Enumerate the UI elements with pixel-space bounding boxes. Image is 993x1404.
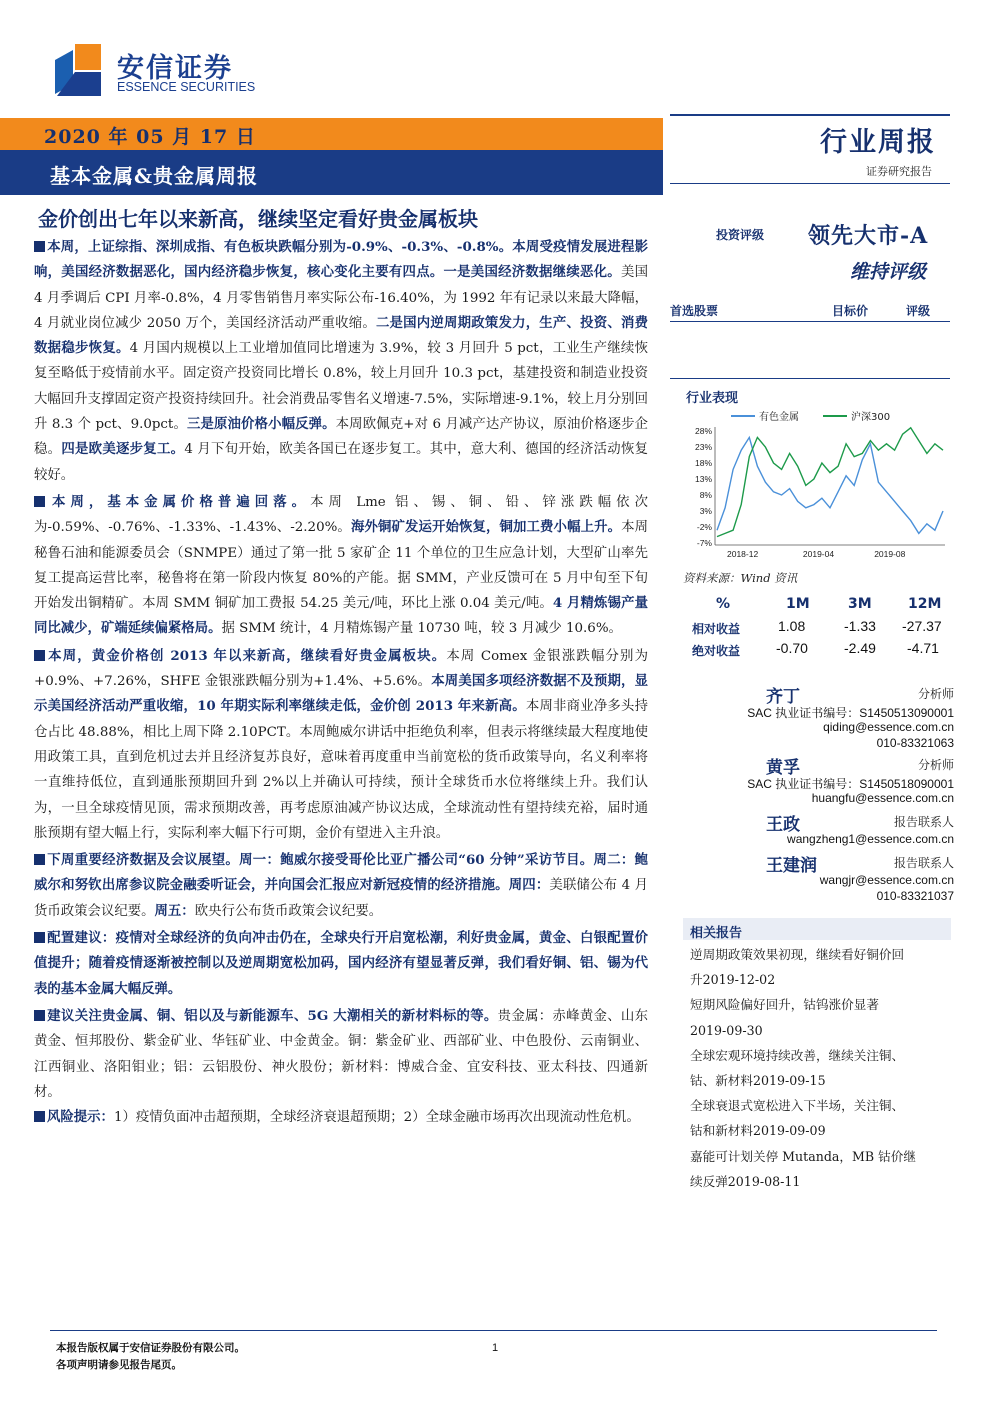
row-label: 相对收益: [692, 622, 741, 636]
company-logo: [55, 42, 255, 102]
paragraph-next-week: 下周重要经济数据及会议展望。周一：鲍威尔接受哥伦比亚广播公司“60 分钟”采访节目。周二：鲍威尔和努钦出席参议院金融委听证会，并向国会汇报应对新冠疫情的经济措施。周四：美联储公布 4 月货币政策会议纪要。周五：欧央行公布货币政策会议纪要。: [34, 852, 648, 919]
table-header-cell: 1M: [786, 596, 810, 612]
perf-rule: [670, 378, 950, 379]
related-report-item[interactable]: 全球宏观环境持续改善，继续关注铜、 钴、新材料2019-09-15: [690, 1047, 905, 1089]
y-tick-label: 23%: [694, 442, 712, 452]
footer-copyright: 本报告版权属于安信证券股份有限公司。: [56, 1342, 245, 1354]
row-label: 绝对收益: [692, 644, 741, 658]
y-tick-label: 18%: [694, 458, 712, 468]
table-header-row: [680, 596, 950, 618]
report-date: 2020 年 05 月 17 日: [44, 126, 256, 148]
analyst-email[interactable]: wangzheng1@essence.com.cn: [787, 832, 954, 846]
analyst-email[interactable]: huangfu@essence.com.cn: [811, 791, 954, 805]
bullet-square-icon: [34, 932, 45, 943]
x-tick-label: 2019-08: [874, 549, 906, 559]
analyst-card: [690, 753, 954, 809]
related-report-item[interactable]: 全球衰退式宽松进入下半场，关注铜、 钴和新材料2019-09-09: [690, 1098, 905, 1139]
table-cell: -4.71: [907, 640, 939, 656]
x-tick-label: 2018-12: [726, 549, 759, 559]
related-report-item[interactable]: 短期风险偏好回升，钴钨涨价显著 2019-09-30: [690, 997, 879, 1038]
report-series: 基本金属&贵金属周报: [50, 164, 259, 188]
report-type-top-rule: [670, 114, 950, 116]
y-tick-label: 28%: [694, 426, 712, 436]
analyst-card: [690, 810, 954, 848]
table-cell: -27.37: [902, 618, 942, 634]
paragraph-allocation: 配置建议：疫情对全球经济的负向冲击仍在，全球央行开启宽松潮，利好贵金属，黄金、白银配置价值提升；随着疫情逐渐被控制以及逆周期宽松加码，国内经济有望显著反弹，我们看好铜、铝、锡为代表的基本金属大幅反弹。: [34, 930, 648, 997]
analyst-email[interactable]: wangjr@essence.com.cn: [819, 873, 954, 887]
x-tick-label: 2019-04: [802, 549, 835, 559]
page-title: 金价创出七年以来新高，继续坚定看好贵金属板块: [38, 207, 478, 231]
performance-table: [680, 596, 950, 662]
analyst-card: [690, 851, 954, 905]
paragraph-precious-metals: 本周，黄金价格创 2013 年以来新高，继续看好贵金属板块。本周 Comex 金银涨跌幅分别为+0.9%、+7.26%，SHFE 金银涨跌幅分别为+1.4%、+5.6%。本周美国多项经济数据不及预期，显示美国经济活动严重收缩，10 年期实际利率继续走低，金价创 2013 年来新高。本周非商业净多头持仓占比 48.88%，相比上周下降 2.10PCT。本周鲍威尔讲话中拒绝负利率，但表示将继续最大程度地使用政策工具，直到危机过去并且经济复苏良好，意味着再度重申当前宽松的货币政策导向，名义利率将一直维持低位，直到通胀预期回升到 2%以上并确认可持续，预计全球货币水位将继续上升。我们认为，一旦全球疫情见顶，需求预期改善，再考虑原油减产协议达成，全球流动性有望持续充裕，届时通胀预期有望大幅上行，实际利率大幅下行可期，金价有望进入主升浪。: [34, 647, 649, 841]
analyst-name: 王政: [766, 815, 800, 835]
analyst-role: 分析师: [917, 758, 954, 772]
analyst-role: 报告联系人: [893, 856, 954, 870]
analyst-name: 王建润: [766, 856, 817, 876]
related-reports-list: [690, 942, 952, 1194]
chart-source: 资料来源：Wind 资讯: [683, 571, 798, 585]
paragraph-stocks: 建议关注贵金属、铜、铝以及与新能源车、5G 大潮相关的新材料标的等。贵金属：赤峰黄金、山东黄金、恒邦股份、紫金矿业、华钰矿业、中金黄金。铜：紫金矿业、西部矿业、中色股份、云南铜业、江西铜业、洛阳钼业；铝：云铝股份、神火股份；新材料：博威合金、宜安科技、亚太科技、四通新材。: [34, 1007, 648, 1100]
logo-name-en: ESSENCE SECURITIES: [117, 80, 256, 94]
analyst-card: [690, 682, 954, 752]
rating-action: 维持评级: [850, 261, 927, 283]
y-tick-label: -7%: [696, 538, 712, 548]
footer-rule: [50, 1330, 937, 1331]
bullet-square-icon: [34, 854, 45, 865]
y-tick-label: 13%: [694, 474, 712, 484]
y-tick-label: -2%: [696, 522, 712, 532]
table-cell: -0.70: [776, 640, 808, 656]
table-header-cell: %: [716, 596, 731, 612]
analyst-cert: SAC 执业证书编号：S1450513090001: [747, 706, 954, 720]
related-reports-title: 相关报告: [690, 926, 743, 941]
related-report-item[interactable]: 嘉能可计划关停 Mutanda，MB 钴价继 续反弹2019-08-11: [690, 1148, 916, 1189]
analyst-cert: SAC 执业证书编号：S1450518090001: [747, 777, 954, 791]
analyst-phone: 010-83321063: [876, 736, 954, 750]
report-type: 行业周报: [820, 127, 936, 158]
bullet-square-icon: [34, 1010, 45, 1021]
logo-name-cn: 安信证券: [117, 53, 233, 84]
y-tick-label: 3%: [699, 506, 712, 516]
rating-label: 投资评级: [716, 228, 765, 242]
analyst-name: 齐丁: [766, 687, 800, 707]
table-cell: -2.49: [844, 640, 876, 656]
rating-value: 领先大市-A: [808, 223, 929, 249]
picks-header: [670, 302, 950, 320]
analyst-role: 报告联系人: [893, 815, 954, 829]
bullet-square-icon: [34, 1111, 45, 1122]
analyst-role: 分析师: [917, 687, 954, 701]
legend-label: 沪深300: [851, 412, 891, 423]
report-type-rule: [670, 183, 950, 184]
y-tick-label: 8%: [699, 490, 712, 500]
footer-disclaimer: 各项声明请参见报告尾页。: [56, 1359, 182, 1371]
analyst-name: 黄孚: [766, 758, 800, 778]
page-number: 1: [492, 1342, 499, 1354]
table-header-cell: 12M: [908, 596, 942, 612]
picks-col-rating: 评级: [906, 304, 931, 318]
picks-col-stock: 首选股票: [670, 304, 719, 318]
table-row: [680, 618, 950, 640]
paragraph-risk: 风险提示：1）疫情负面冲击超预期，全球经济衰退超预期；2）全球金融市场再次出现流动性危机。: [34, 1105, 648, 1130]
related-report-item[interactable]: 逆周期政策效果初现，继续看好铜价回 升2019-12-02: [690, 947, 905, 988]
report-body: [34, 235, 648, 1130]
analyst-phone: 010-83321037: [876, 889, 954, 903]
picks-rule: [670, 321, 950, 322]
industry-performance-chart: [683, 405, 953, 565]
analyst-email[interactable]: qiding@essence.com.cn: [823, 720, 954, 734]
report-subtype: 证券研究报告: [866, 165, 932, 178]
paragraph-market: 本周，上证综指、深圳成指、有色板块跌幅分别为-0.9%、-0.3%、-0.8%。本周受疫情发展进程影响，美国经济数据恶化，国内经济稳步恢复，核心变化主要有四点。一是美国经济数据继续恶化。美国 4 月季调后 CPI 月率-0.8%，4 月零售销售月率实际公布-16.40%，为 1992 年有记录以来最大降幅，4 月就业岗位减少 2050 万个，美国经济活动严重收缩。二是国内逆周期政策发力，生产、投资、消费数据稳步恢复。4 月国内规模以上工业增加值同比增速为 3.9%，较 3 月回升 5 pct，工业生产继续恢复至略低于疫情前水平。固定资产投资同比增长 0.8%，较上月回升 10.3 pct，基建投资和制造业投资大幅回升支撑固定资产投资持续回升。社会消费品零售名义增速-7.5%，实际增速-9.1%，较上月分别回升 8.3 个 pct、9.0pct。三是原油价格小幅反弹。本周欧佩克+对 6 月减产达产协议，原油价格逐步企稳。四是欧美逐步复工。4 月下旬开始，欧美各国已在逐步复工。其中，意大利、德国的经济活动恢复较好。: [34, 239, 649, 483]
bullet-square-icon: [34, 496, 45, 507]
table-row: [680, 640, 950, 662]
picks-col-target: 目标价: [832, 304, 869, 318]
paragraph-base-metals: 本周，基本金属价格普遍回落。本周 Lme 铝、锡、铜、铅、锌涨跌幅依次为-0.59%、-0.76%、-1.33%、-1.43%、-2.20%。海外铜矿发运开始恢复，铜加工费小幅上升。本周秘鲁石油和能源委员会（SNMPE）通过了第一批 5 家矿企 11 个单位的卫生应急计划，大型矿山率先复工提高运营比率，秘鲁将在第一阶段内恢复 80%的产能。据 SMM，产业反馈可在 5 月中旬至下旬开始发出铜精矿。本周 SMM 铜矿加工费报 54.25 美元/吨，环比上涨 0.04 美元/吨。4 月精炼锡产量同比减少，矿端延续偏紧格局。据 SMM 统计，4 月精炼锡产量 10730 吨，较 3 月减少 10.6%。: [34, 493, 649, 637]
bullet-square-icon: [34, 650, 45, 661]
table-cell: 1.08: [778, 618, 806, 634]
logo-mark-icon: [55, 44, 101, 96]
legend-label: 有色金属: [759, 412, 799, 423]
table-header-cell: 3M: [848, 596, 872, 612]
bullet-square-icon: [34, 241, 45, 252]
table-cell: -1.33: [844, 618, 876, 634]
performance-title: 行业表现: [686, 391, 739, 406]
